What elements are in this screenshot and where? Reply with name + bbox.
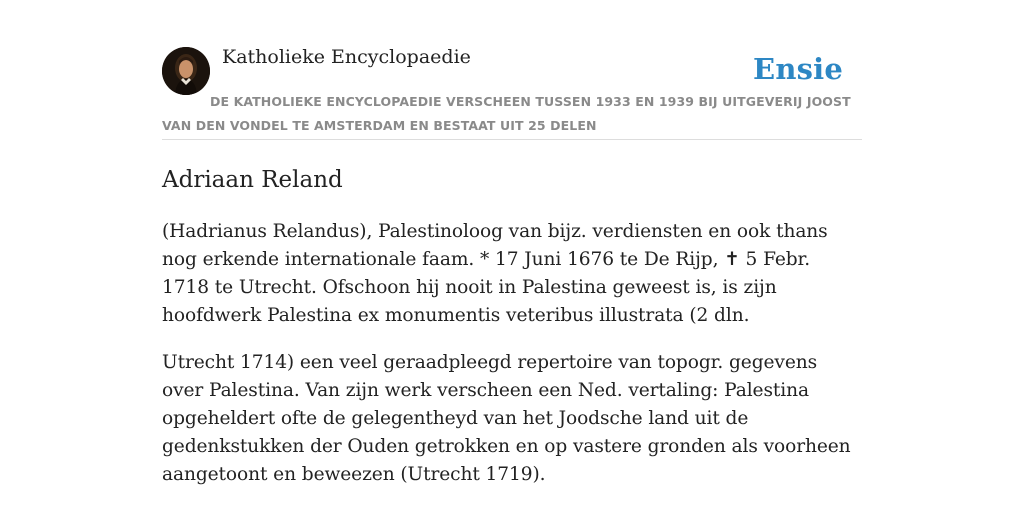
entry-paragraph: Utrecht 1714) een veel geraadpleegd repertoire van topogr. gegevens over Palestina. Van zijn werk verscheen een Ned. vertaling: Palestina opgeheldert ofte de gelegentheyd van het Joodsche land uit de gedenkstukken der Ouden getrokken en op vastere gronden als voorheen aangetoont en beweezen (Utrecht 1719). <box>162 352 851 485</box>
site-title[interactable]: Katholieke Encyclopaedie <box>222 46 471 68</box>
header-divider <box>162 139 862 140</box>
avatar[interactable] <box>162 47 210 95</box>
entry-title: Adriaan Reland <box>162 167 343 193</box>
portrait-icon <box>162 47 210 95</box>
brand-logo[interactable]: Ensie <box>753 52 843 86</box>
site-header <box>162 0 862 140</box>
page <box>162 0 862 489</box>
entry-paragraph: (Hadrianus Relandus), Palestinoloog van bijz. verdiensten en ook thans nog erkende internationale faam. * 17 Juni 1676 te De Rijp, ✝ 5 Febr. 1718 te Utrecht. Ofschoon hij nooit in Palestina geweest is, is zijn hoofdwerk Palestina ex monumentis veteribus illustrata (2 dln. <box>162 221 828 326</box>
site-tagline: DE KATHOLIEKE ENCYCLOPAEDIE VERSCHEEN TUSSEN 1933 EN 1939 BIJ UITGEVERIJ JOOST VAN DEN VONDEL TE AMSTERDAM EN BESTAAT UIT 25 DELEN <box>162 94 851 133</box>
